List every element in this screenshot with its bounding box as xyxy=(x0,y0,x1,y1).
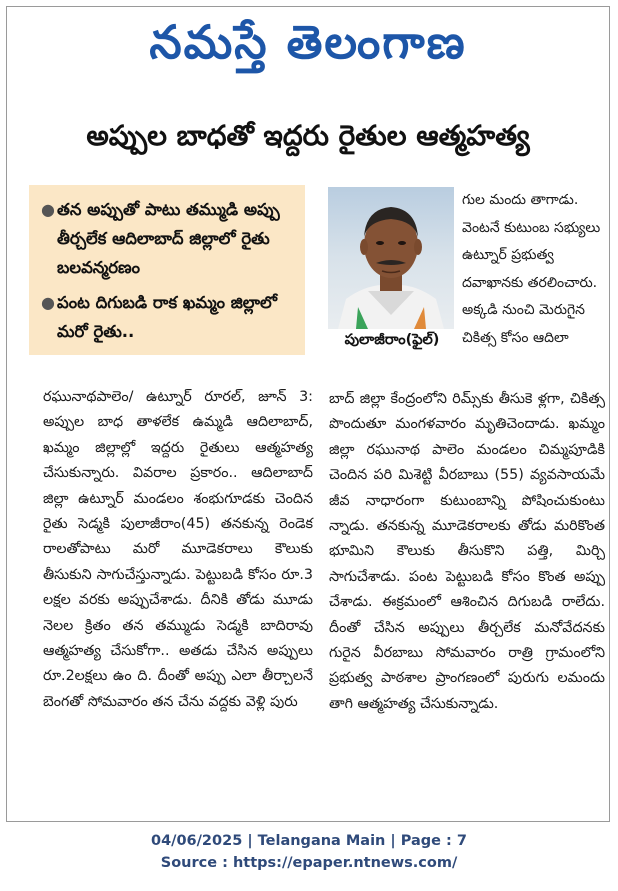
newspaper-masthead: నమస్తే తెలంగాణ xyxy=(149,15,467,69)
article-headline: అప్పుల బాధతో ఇద్దరు రైతుల ఆత్మహత్య xyxy=(86,119,530,152)
clipping-frame xyxy=(6,6,610,822)
bullet-icon: ● xyxy=(41,200,55,219)
highlight-text: తన అప్పుతో పాటు తమ్ముడి అప్పు తీర్చలేక ఆదిలాబాద్ జిల్లాలో రైతు బలవన్మరణం xyxy=(57,200,280,277)
footer-source-line: Source : https://epaper.ntnews.com/ xyxy=(160,855,458,871)
farmer-photo xyxy=(328,187,454,329)
photo-caption: పులాజీరాం(ఫైల్) xyxy=(344,332,440,348)
highlight-item xyxy=(41,195,297,282)
bullet-icon: ● xyxy=(41,293,55,312)
article-column-right-top: గుల మందు తాగాడు. వెంటనే కుటుంబ సభ్యులు ఉట్నూర్ ప్రభుత్వ దవాఖానకు తరలించారు. అక్కడి నుంచి మెరుగైన చికిత్స కోసం ఆదిలా xyxy=(462,192,601,346)
highlights-box xyxy=(29,185,305,355)
footer-date-line: 04/06/2025 | Telangana Main | Page : 7 xyxy=(150,833,467,849)
article-column-right: బాద్ జిల్లా కేంద్రంలోని రిమ్స్‌కు తీసుకె ళ్లగా, చికిత్స పొందుతూ మంగళవారం మృతిచెందాడు. ఖమ్మం జిల్లా రఘునాథ పాలెం మండలం చిమ్మపూడికి చెందిన పరి మిశెట్టి వీరబాబు (55) వ్యవసాయమే జీవ నాధారంగా కుటుంబాన్ని పోషించుకుంటు న్నాడు. తనకున్న మూడెకరాలకు తోడు మరికొంత భూమిని కౌలుకు తీసుకొని పత్తి, మిర్చి సాగుచేశాడు. పంట పెట్టుబడి కోసం కొంత అప్పు చేశాడు. ఈక్రమంలో ఆశించిన దిగుబడి రాలేదు. దీంతో చేసిన అప్పులు తీర్చలేక మనోవేదనకు గురైన వీరబాబు సోమవారం రాత్రి గ్రామంలోని ప్రభుత్వ పాఠశాల ప్రాంగణంలో పురుగు లమందు తాగి ఆత్మహత్య చేసుకున్నాడు. xyxy=(329,391,605,712)
highlight-text: పంట దిగుబడి రాక ఖమ్మం జిల్లాలో మరో రైతు.. xyxy=(57,293,278,341)
article-column-left: రఘునాథపాలెం/ ఉట్నూర్ రూరల్, జూన్ 3: అప్పుల బాధ తాళలేక ఉమ్మడి ఆదిలాబాద్, ఖమ్మం జిల్లాల్లో ఇద్దరు రైతులు ఆత్మహత్య చేసుకున్నారు. వివరాల ప్రకారం.. ఆదిలాబాద్ జిల్లా ఉట్నూర్ మండలం శంభుగూడకు చెందిన రైతు సెడ్మకి పులాజీరాం(45) తనకున్న రెండెక రాలతోపాటు మరో మూడెకరాలు కౌలుకు తీసుకుని సాగుచేస్తున్నాడు. పెట్టుబడి కోసం రూ.3 లక్షల వరకు అప్పుచేశాడు. దీనికి తోడు మూడు నెలల క్రితం తన తమ్ముడు సెడ్మకి బాదిరావు ఆత్మహత్య చేసుకోగా.. అతడు చేసిన అప్పులు రూ.2లక్షలు ఉం ది. దీంతో అప్పు ఎలా తీర్చాలనే బెంగతో సోమవారం తన చేను వద్దకు వెళ్లి పురు xyxy=(43,389,313,710)
highlight-item xyxy=(41,288,297,346)
source-footer xyxy=(0,830,618,874)
